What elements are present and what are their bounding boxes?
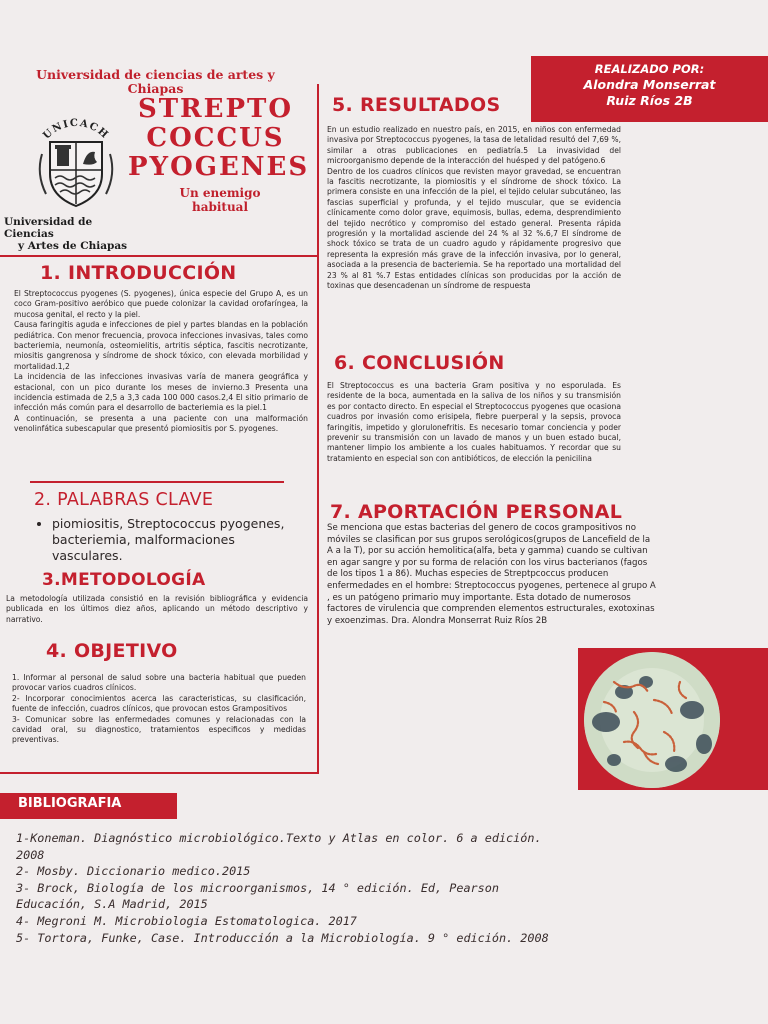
- intro-paragraph: A continuación, se presenta a una paciente con una malformación venolinfática subescapular que presentó piomiositis por S. pyogenes.: [14, 413, 308, 434]
- bibliography-entry: 4- Megroni M. Microbiologia Estomatologica. 2017: [16, 913, 357, 928]
- poster-subtitle: Un enemigo habitual: [179, 186, 261, 214]
- objective-item: 2- Incorporar conocimientos acerca las caracteristicas, su clasificación, fuente de infección, cuadros clínicos, que provocan estos Grampositivos: [12, 693, 306, 714]
- author-name-line1: Alondra Monserrat: [583, 77, 716, 92]
- intro-paragraph: El Streptococcus pyogenes (S. pyogenes), única especie del Grupo A, es un coco Gram-positivo aeróbico que puede colonizar la cavidad orofaríngea, la mucosa genital, el recto y la piel.: [14, 289, 308, 319]
- results-paragraph: Dentro de los cuadros clínicos que revisten mayor gravedad, se encuentran la fascitis necrotizante, la piomiositis y el síndrome de shock tóxico. La primera consiste en una infección de la piel, el tejido celular subcutáneo, las fascias superficial y profunda, y el tejido muscular, que se evidencia clínicamente como dolor grave, equimosis, bullas, edema, desprendimiento del tejido necrótico y compromiso del estado general. Presenta rápida progresión y la mortalidad asciende del 24 % al 32 %.6,7 El síndrome de shock tóxico se trata de un cuadro agudo y rápidamente progresivo que representa la expresión más grave de la infección invasiva, por lo general, asociada a la presencia de bacteriemia. Se ha reportado una mortalidad del 23 % al 81 %.7 Estas entidades clínicas son producidas por la acción de toxinas que desencadenan un síndrome de respuesta: [327, 166, 621, 291]
- methodology-heading: 3.METODOLOGÍA: [42, 570, 206, 590]
- intro-heading: 1. INTRODUCCIÓN: [40, 262, 237, 284]
- objective-heading: 4. OBJETIVO: [46, 640, 178, 662]
- bibliography-entry: 5- Tortora, Funke, Case. Introducción a la Microbiología. 9 ° edición. 2008: [16, 930, 549, 945]
- intro-paragraph: Causa faringitis aguda e infecciones de piel y partes blandas en la población pediátrica. Con menor frecuencia, provoca infecciones invasivas, tales como bacteriemia, neumonía, osteomielitis, artritis séptica, fascitis necrotizante, miositis gangrenosa y síndrome de shock tóxico, con elevada morbilidad y mortalidad.1,2: [14, 320, 308, 371]
- svg-text:UNICACH: [41, 118, 110, 142]
- intro-paragraph: La incidencia de las infecciones invasivas varía de manera geográfica y estacional, con un pico durante los meses de invierno.3 Presenta una incidencia estimada de 2,5 a 3,3 cada 100 000 casos.2,4 El sitio primario de infección más común para el desarrollo de bacteriemia es la piel.1: [14, 372, 308, 413]
- bibliography-entry: 2- Mosby. Diccionario medico.2015: [16, 864, 251, 879]
- results-text: [327, 125, 621, 292]
- divider-intro: [30, 481, 284, 483]
- conclusion-heading: 6. CONCLUSIÓN: [334, 352, 505, 374]
- author-label: REALIZADO POR:: [594, 62, 705, 76]
- keywords-list: [30, 516, 302, 564]
- bibliography-entry: 1-Koneman. Diagnóstico microbiológico.Texto y Atlas en color. 6 a edición. 2008: [16, 831, 549, 862]
- bibliography-heading: BIBLIOGRAFIA: [0, 793, 177, 819]
- objective-item: 3- Comunicar sobre las enfermedades comunes y relacionadas con la cavidad oral, su diagnostico, tratamientos especificos y medidas preventivas.: [12, 714, 306, 745]
- intro-text: [14, 289, 308, 435]
- objective-list: [12, 673, 306, 746]
- keywords-heading: 2. PALABRAS CLAVE: [34, 490, 214, 510]
- divider-bottom: [0, 772, 318, 774]
- divider-top: [0, 255, 318, 257]
- author-box: [531, 56, 768, 122]
- keywords-item: • piomiositis, Streptococcus pyogenes, bacteriemia, malformaciones vasculares.: [52, 516, 302, 564]
- objective-item: 1. Informar al personal de salud sobre una bacteria habitual que pueden provocar varios cuadros clínicos.: [12, 673, 306, 693]
- poster-title: STREPTO COCCUS PYOGENES: [128, 94, 310, 182]
- logo-caption: Universidad de Ciencias y Artes de Chiapas: [4, 216, 128, 252]
- results-heading: 5. RESULTADOS: [332, 94, 501, 116]
- author-name-line2: Ruiz Ríos 2B: [606, 93, 693, 108]
- results-paragraph: En un estudio realizado en nuestro país, en 2015, en niños con enfermedad invasiva por Streptococcus pyogenes, la tasa de letalidad resultó del 7,69 %, similar a otras publicaciones en pediatría.5 La invasividad del microorganismo depende de la interacción del huésped y del patógeno.6: [327, 125, 621, 166]
- bibliography-list: [16, 830, 576, 946]
- microscope-image: [584, 652, 720, 788]
- personal-heading: 7. APORTACIÓN PERSONAL: [330, 501, 623, 523]
- bibliography-entry: 3- Brock, Biología de los microorganismos, 14 ° edición. Ed, Pearson Educación, S.A Madrid, 2015: [16, 880, 507, 912]
- personal-text: Se menciona que estas bacterias del genero de cocos grampositivos no móviles se clasifican por sus grupos serológicos(grupos de Lancefield de la A a la T), por su acción hemolitica(alfa, beta y gamma) cuando se cultivan en agar sangre y por su forma de relación con los virus bacterianos (fagos de los tipos 1 a 86). Muchas especies de Streptpcoccus producen enfermedades en el hombre: Streptococcus pyogenes, pertenece al grupo A , es un patógeno primario muy importante. Esta dotado de numerosos factores de virulencia que comprenden elementos estructurales, exotoxinas y exoenzimas. Dra. Alondra Monserrat Ruiz Ríos 2B: [327, 523, 656, 626]
- unicach-seal-logo: [28, 112, 124, 216]
- divider-vertical: [317, 84, 319, 774]
- methodology-text: La metodología utilizada consistió en la revisión bibliográfica y evidencia publicada en los últimos diez años, aplicando un método descriptivo y narrativo.: [6, 594, 308, 624]
- conclusion-text: El Streptococcus es una bacteria Gram positiva y no esporulada. Es residente de la boca, aumentada en la saliva de los niños y su transmisión es por contacto directo. En especial el Streptococcus pyogenes que ocasiona cuadros por invasión como erisipela, fiebre puerperal y la sepsis, provoca faringitis, impetido y glorulonefritis. Es necesario tomar conciencia y poder prevenir su transmisión con un lavado de manos y un buen estado bucal, mantener limpio los ambiente a los cuales habituamos. Y recordar que su tratamiento en especial son con antibióticos, de elección la penicilina: [327, 381, 621, 463]
- logo-text: UNICACH: [41, 117, 111, 142]
- university-name: Universidad de ciencias de artes y Chiapas: [36, 67, 275, 96]
